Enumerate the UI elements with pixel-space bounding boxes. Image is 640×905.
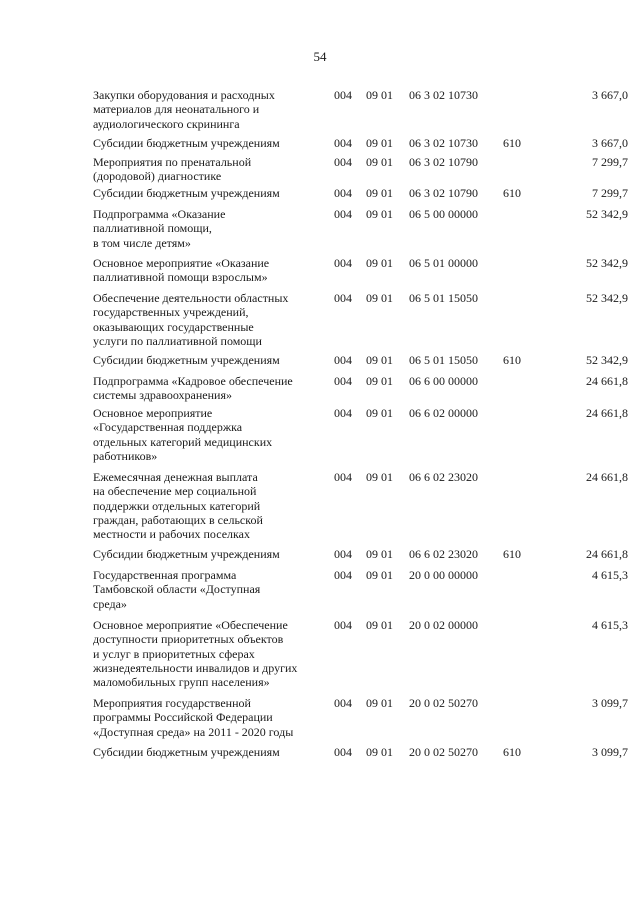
row-name: Подпрограмма «Кадровое обеспечение системы здравоохранения»: [93, 374, 293, 403]
row-program: 06 6 00 00000: [409, 374, 478, 388]
row-ministry: 004: [334, 547, 352, 561]
row-section: 09 01: [366, 618, 393, 632]
row-section: 09 01: [366, 353, 393, 367]
row-ministry: 004: [334, 291, 352, 305]
row-ministry: 004: [334, 88, 352, 102]
row-section: 09 01: [366, 406, 393, 420]
row-program: 20 0 02 50270: [409, 696, 478, 710]
row-ministry: 004: [334, 186, 352, 200]
row-section: 09 01: [366, 568, 393, 582]
row-amount: 3 667,0: [592, 136, 628, 150]
page-number: 54: [313, 49, 327, 64]
row-program: 06 5 01 00000: [409, 256, 478, 270]
row-name: Закупки оборудования и расходных материалов для неонатального и аудиологического скрининга: [93, 88, 275, 131]
row-ministry: 004: [334, 136, 352, 150]
row-program: 06 3 02 10730: [409, 136, 478, 150]
row-program: 06 3 02 10790: [409, 155, 478, 169]
row-section: 09 01: [366, 186, 393, 200]
row-section: 09 01: [366, 745, 393, 759]
row-program: 06 6 02 00000: [409, 406, 478, 420]
row-amount: 7 299,7: [592, 186, 628, 200]
row-name: Мероприятия по пренатальной (дородовой) диагностике: [93, 155, 252, 184]
row-ministry: 004: [334, 568, 352, 582]
row-ministry: 004: [334, 696, 352, 710]
row-amount: 52 342,9: [586, 353, 628, 367]
row-amount: 3 099,7: [592, 745, 628, 759]
row-section: 09 01: [366, 136, 393, 150]
row-name: Подпрограмма «Оказание паллиативной помощи, в том числе детям»: [93, 207, 226, 250]
row-name: Государственная программа Тамбовской области «Доступная среда»: [93, 568, 261, 611]
row-name: Основное мероприятие «Оказание паллиативной помощи взрослым»: [93, 256, 270, 285]
row-ministry: 004: [334, 618, 352, 632]
row-amount: 3 099,7: [592, 696, 628, 710]
row-program: 06 5 00 00000: [409, 207, 478, 221]
row-section: 09 01: [366, 155, 393, 169]
row-vr: 610: [503, 353, 521, 367]
row-amount: 4 615,3: [592, 618, 628, 632]
row-section: 09 01: [366, 207, 393, 221]
row-section: 09 01: [366, 547, 393, 561]
row-program: 20 0 00 00000: [409, 568, 478, 582]
row-ministry: 004: [334, 207, 352, 221]
row-name: Ежемесячная денежная выплата на обеспечение мер социальной поддержки отдельных категорий граждан, работающих в сельской местности и рабочих поселках: [93, 470, 263, 542]
row-program: 20 0 02 50270: [409, 745, 478, 759]
row-vr: 610: [503, 136, 521, 150]
row-amount: 52 342,9: [586, 207, 628, 221]
row-name: Субсидии бюджетным учреждениям: [93, 136, 280, 150]
row-ministry: 004: [334, 155, 352, 169]
row-name: Субсидии бюджетным учреждениям: [93, 353, 280, 367]
row-ministry: 004: [334, 406, 352, 420]
row-program: 06 6 02 23020: [409, 470, 478, 484]
row-name: Обеспечение деятельности областных государственных учреждений, оказывающих государственные услуги по паллиативной помощи: [93, 291, 289, 348]
row-name: Мероприятия государственной программы Российской Федерации «Доступная среда» на 2011 - 2020 годы: [93, 696, 294, 739]
row-program: 20 0 02 00000: [409, 618, 478, 632]
row-ministry: 004: [334, 256, 352, 270]
row-program: 06 5 01 15050: [409, 291, 478, 305]
row-amount: 4 615,3: [592, 568, 628, 582]
row-name: Основное мероприятие «Государственная поддержка отдельных категорий медицинских работников»: [93, 406, 273, 463]
row-vr: 610: [503, 186, 521, 200]
row-name: Субсидии бюджетным учреждениям: [93, 547, 280, 561]
row-ministry: 004: [334, 745, 352, 759]
row-ministry: 004: [334, 353, 352, 367]
row-ministry: 004: [334, 470, 352, 484]
row-name: Основное мероприятие «Обеспечение доступности приоритетных объектов и услуг в приоритетных сферах жизнедеятельности инвалидов и других маломобильных групп населения»: [93, 618, 298, 690]
row-program: 06 3 02 10730: [409, 88, 478, 102]
row-amount: 24 661,8: [586, 406, 628, 420]
row-ministry: 004: [334, 374, 352, 388]
row-amount: 52 342,9: [586, 256, 628, 270]
row-amount: 24 661,8: [586, 374, 628, 388]
row-amount: 52 342,9: [586, 291, 628, 305]
row-section: 09 01: [366, 291, 393, 305]
row-program: 06 3 02 10790: [409, 186, 478, 200]
row-section: 09 01: [366, 470, 393, 484]
row-program: 06 5 01 15050: [409, 353, 478, 367]
row-section: 09 01: [366, 256, 393, 270]
row-amount: 24 661,8: [586, 547, 628, 561]
row-section: 09 01: [366, 88, 393, 102]
row-vr: 610: [503, 745, 521, 759]
row-amount: 7 299,7: [592, 155, 628, 169]
row-section: 09 01: [366, 374, 393, 388]
row-name: Субсидии бюджетным учреждениям: [93, 186, 280, 200]
row-amount: 3 667,0: [592, 88, 628, 102]
row-amount: 24 661,8: [586, 470, 628, 484]
row-program: 06 6 02 23020: [409, 547, 478, 561]
row-vr: 610: [503, 547, 521, 561]
row-section: 09 01: [366, 696, 393, 710]
row-name: Субсидии бюджетным учреждениям: [93, 745, 280, 759]
